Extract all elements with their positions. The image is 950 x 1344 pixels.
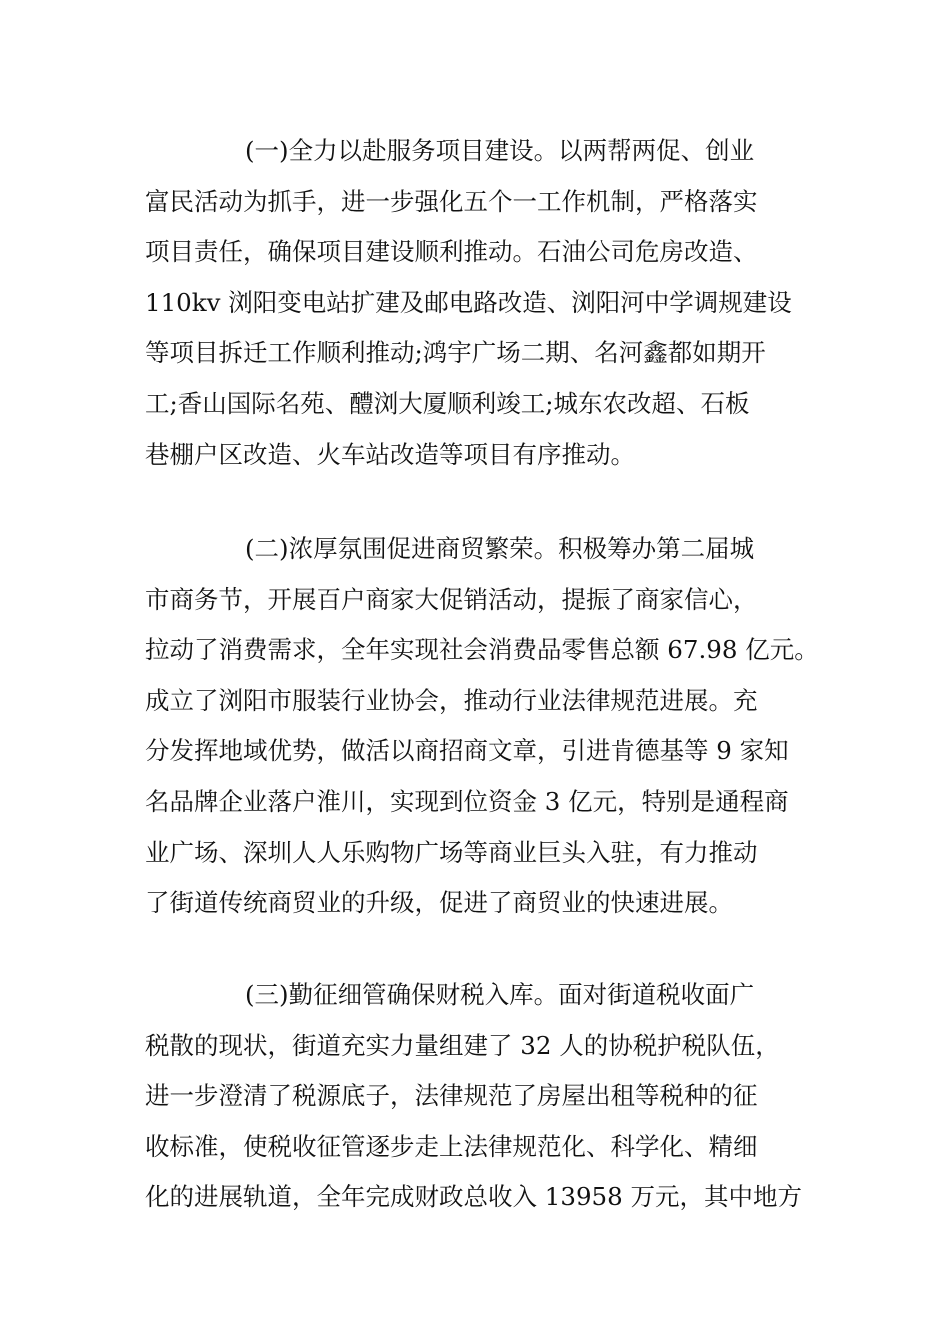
text-line: 巷棚户区改造、火车站改造等项目有序推动。 — [145, 439, 635, 469]
text-line: 拉动了消费需求，全年实现社会消费品零售总额 67.98 亿元。 — [145, 635, 819, 665]
text-line: 化的进展轨道，全年完成财政总收入 13958 万元，其中地方 — [145, 1182, 803, 1212]
text-line: 成立了浏阳市服装行业协会，推动行业法律规范进展。充 — [145, 685, 758, 715]
text-line: 了街道传统商贸业的升级，促进了商贸业的快速进展。 — [145, 888, 733, 918]
paragraph-commerce-prosperity — [145, 524, 819, 929]
text-line: 项目责任，确保项目建设顺利推动。石油公司危房改造、 — [145, 237, 758, 267]
text-line: 收标准，使税收征管逐步走上法律规范化、科学化、精细 — [145, 1131, 758, 1161]
text-line: 税散的现状，街道充实力量组建了 32 人的协税护税队伍， — [145, 1030, 780, 1060]
text-line: (三)勤征细管确保财税入库。面对街道税收面广 — [245, 980, 755, 1009]
text-line: 富民活动为抓手，进一步强化五个一工作机制，严格落实 — [145, 186, 758, 216]
paragraph-project-construction — [145, 126, 815, 480]
text-line: 等项目拆迁工作顺利推动;鸿宇广场二期、名河鑫都如期开 — [145, 338, 766, 368]
text-line: 业广场、深圳人人乐购物广场等商业巨头入驻，有力推动 — [145, 837, 758, 867]
text-line: (二)浓厚氛围促进商贸繁荣。积极筹办第二届城 — [245, 534, 755, 563]
paragraph-tax-collection — [145, 970, 815, 1223]
text-line: 名品牌企业落户淮川，实现到位资金 3 亿元，特别是通程商 — [145, 786, 789, 816]
text-line: 分发挥地域优势，做活以商招商文章，引进肯德基等 9 家知 — [145, 736, 789, 766]
text-line: 110kv 浏阳变电站扩建及邮电路改造、浏阳河中学调规建设 — [145, 287, 792, 317]
text-line: 工;香山国际名苑、醴浏大厦顺利竣工;城东农改超、石板 — [145, 388, 750, 418]
text-line: 进一步澄清了税源底子，法律规范了房屋出租等税种的征 — [145, 1081, 758, 1111]
text-line: (一)全力以赴服务项目建设。以两帮两促、创业 — [245, 136, 755, 165]
text-line: 市商务节，开展百户商家大促销活动，提振了商家信心， — [145, 584, 758, 614]
